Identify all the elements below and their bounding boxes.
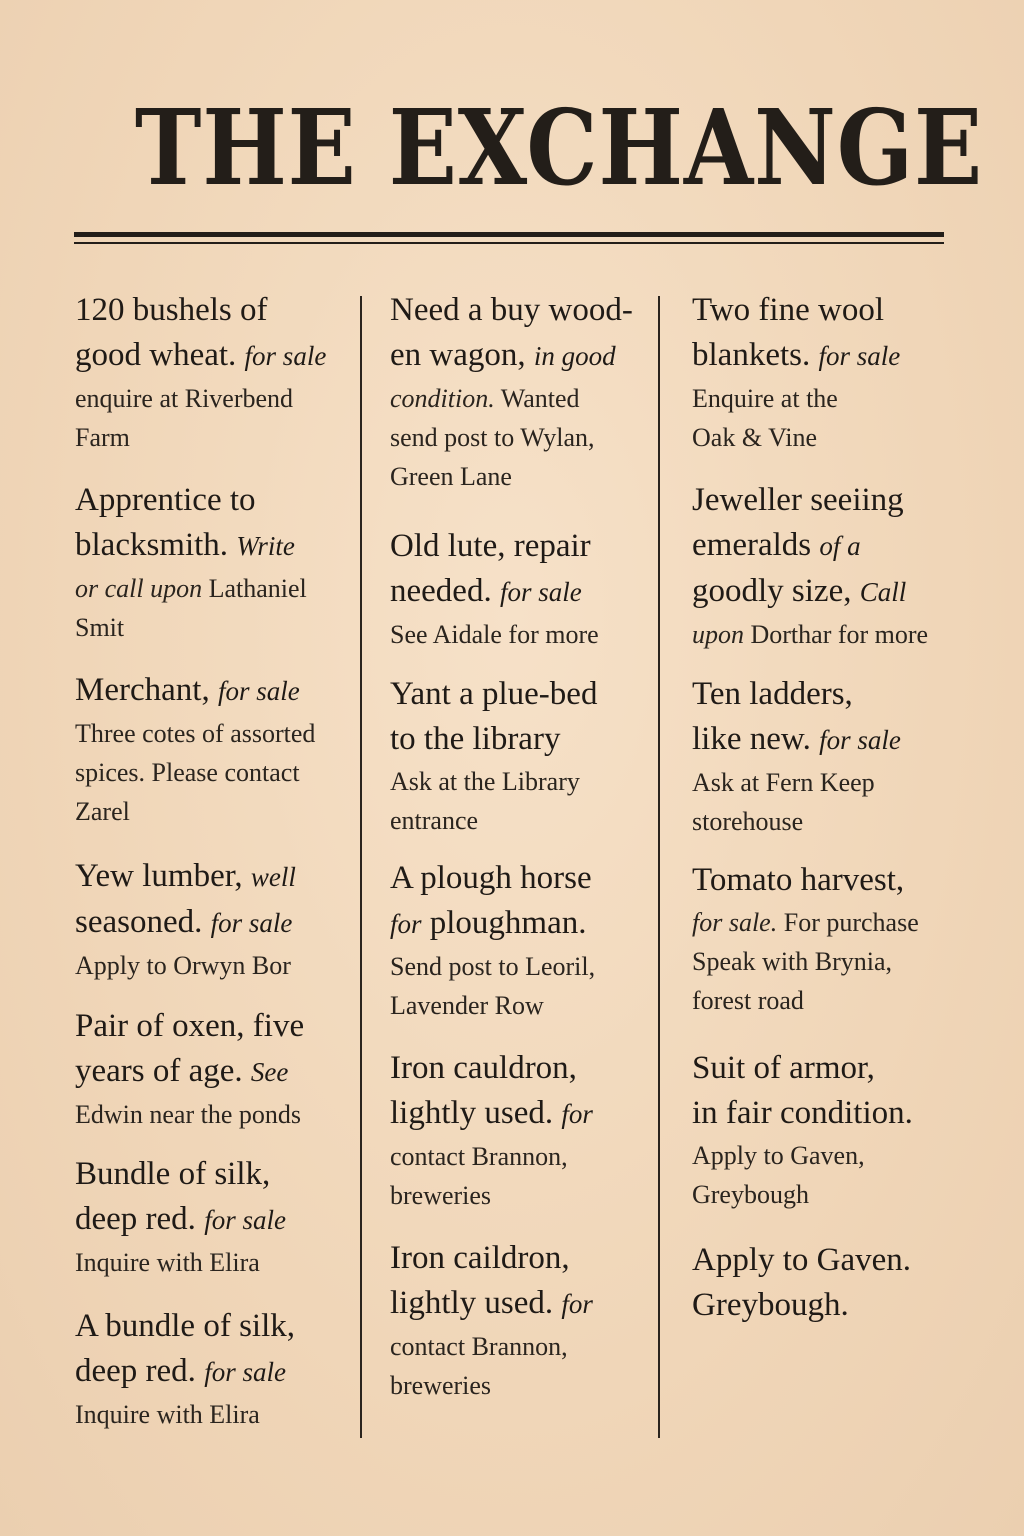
ad-headline: Iron caildron, lightly used. for [390,1240,593,1321]
classified-ad [75,478,347,647]
ad-body: Inquire with Elira [75,1248,260,1277]
ad-headline: Ten ladders, like new. for sale [692,676,901,757]
classified-ad [75,288,347,457]
ad-tag: for sale [210,908,293,938]
ad-body: for sale. For purchase Speak with Brynia, forest road [692,908,919,1015]
ad-tag: in good [533,341,616,371]
classified-ad [390,1046,644,1215]
ad-tag: for sale [217,676,300,706]
ad-body: Enquire at the Oak & Vine [692,384,838,452]
ad-tag: for sale [499,577,582,607]
ad-headline: Need a buy wood- en wagon, in good [390,292,633,373]
ad-headline: Apprentice to blacksmith. Write [75,482,295,563]
classified-ad [692,288,962,457]
ad-tag: Call [859,577,907,607]
ad-tag: for sale [818,341,901,371]
ad-body: Ask at Fern Keep storehouse [692,768,875,836]
ad-tag: for sale. [692,908,778,937]
ad-body: enquire at Riverbend Farm [75,384,294,452]
ad-body: contact Brannon, breweries [390,1332,568,1400]
ad-body: or call upon Lathaniel Smit [75,574,307,642]
masthead-rule-thin [74,242,944,244]
classified-ad [692,858,962,1020]
ad-headline: Jeweller seeiing emeralds of a goodly size, Call [692,482,907,609]
column-divider-1 [360,296,362,1438]
ad-headline: 120 bushels of good wheat. for sale [75,292,327,373]
ad-body: Three cotes of assorted spices. Please contact Zarel [75,719,316,826]
ad-tag: See [250,1057,289,1087]
classified-ad [390,524,644,654]
classified-ad [75,854,347,985]
classified-ad [75,1152,347,1282]
ad-headline: Merchant, for sale [75,672,300,708]
ad-tag: for [561,1289,593,1319]
ad-body: Inquire with Elira [75,1400,260,1429]
ad-headline: Suit of armor, in fair condition. [692,1050,913,1131]
ad-tag: for sale [204,1357,286,1387]
classified-ad [75,1304,347,1434]
classified-ad [692,478,962,654]
ad-headline: Yew lumber, well seasoned. for sale [75,858,296,940]
classified-ad [390,672,644,840]
classified-ad [390,856,644,1025]
ad-headline: Old lute, repair needed. for sale [390,528,591,609]
ad-body: upon Dorthar for more [692,620,929,649]
ad-headline: Bundle of silk, deep red. for sale [75,1156,286,1237]
classified-ad [390,288,644,496]
masthead-rule-thick [74,232,944,237]
ad-headline: A plough horse for ploughman. [390,860,592,941]
ad-tag: for [561,1099,593,1129]
ad-tag: Write [236,531,295,561]
ad-tag: for sale [204,1205,286,1235]
ad-headline: Yant a plue-bed to the library [390,676,598,757]
ad-tag: for sale [244,341,327,371]
ad-body: Edwin near the ponds [75,1100,302,1129]
masthead-title: THE EXCHANGE [134,86,983,209]
ad-headline: A bundle of silk, deep red. for sale [75,1308,295,1389]
ad-tag: for sale [819,725,901,755]
ad-headline: Pair of oxen, five years of age. See [75,1008,305,1089]
ad-body: Apply to Orwyn Bor [75,951,291,980]
ad-headline: Tomato harvest, [692,862,905,898]
ad-headline: Apply to Gaven. Greybough. [692,1242,912,1323]
ad-body: contact Brannon, breweries [390,1142,568,1210]
ad-headline: Iron cauldron, lightly used. for [390,1050,593,1131]
column-divider-2 [658,296,660,1438]
classified-ad [390,1236,644,1405]
ad-body: Apply to Gaven, Greybough [692,1141,865,1209]
classified-ad [692,1238,962,1328]
ad-body: See Aidale for more [390,620,599,649]
ad-body: Ask at the Library entrance [390,767,580,835]
classified-ad [692,672,962,841]
classified-ad [75,668,347,831]
classified-ad [692,1046,962,1214]
ad-headline: Two fine wool blankets. for sale [692,292,901,373]
ad-body: Send post to Leoril, Lavender Row [390,952,596,1020]
classified-ad [75,1004,347,1134]
ad-body: condition. Wanted send post to Wylan, Green Lane [390,384,595,491]
